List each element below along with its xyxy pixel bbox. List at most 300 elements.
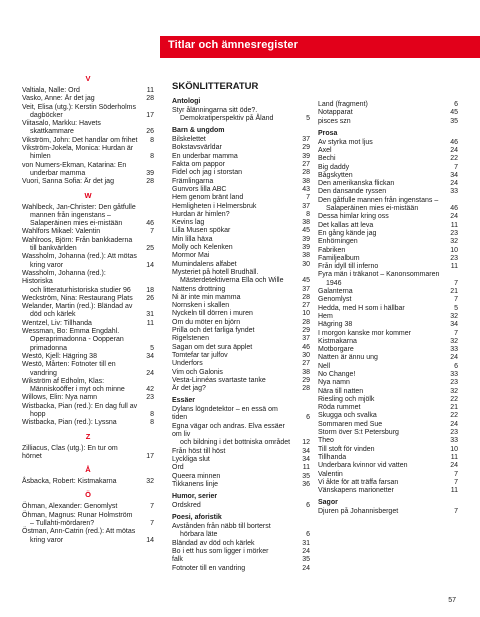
entry-page-number: 28 [302, 293, 310, 301]
page-number: 57 [448, 597, 456, 604]
index-entry [22, 320, 154, 328]
entry-page-number: 24 [450, 462, 458, 470]
index-entry [172, 244, 310, 252]
entry-title: Vesta-Linnéas svartaste tanke [172, 376, 266, 384]
index-entry [318, 188, 458, 196]
entry-title-continued: skattkammare [30, 128, 74, 136]
entry-page-number: 14 [146, 536, 154, 544]
entry-page-number: 23 [146, 394, 154, 402]
entry-page-number: 7 [454, 279, 458, 287]
entry-page-number: 7 [150, 520, 154, 528]
entry-title: En gång kände jag [318, 229, 377, 237]
index-entry [318, 222, 458, 230]
entry-title: Styr ålänningarna sitt öde?. [172, 106, 258, 114]
section-subheading: Antologi [172, 98, 201, 105]
entry-title: Lyckliga slut [172, 455, 210, 463]
entry-page-number: 23 [450, 379, 458, 387]
index-entry [172, 369, 310, 377]
index-entry [318, 462, 458, 470]
entry-page-number: 38 [302, 252, 310, 260]
entry-page-number: 45 [450, 109, 458, 117]
entry-title: Avstånden från näbb till borterst [172, 523, 271, 531]
entry-page-number: 36 [302, 480, 310, 488]
index-entry [318, 471, 458, 479]
entry-title: Westö, Mårten: Fotnoter till en [22, 361, 116, 369]
entry-title: Wassholm, Johanna (red.): Historiska [22, 269, 106, 286]
entry-title: Enhörningen [318, 238, 358, 246]
index-entry [318, 404, 458, 412]
entry-page-number: 7 [454, 508, 458, 516]
entry-title: Till stoft för vinden [318, 445, 375, 453]
entry-title: Hurdan är himlen? [172, 210, 230, 218]
index-entry [318, 346, 458, 354]
entry-title: Nattens drottning [172, 285, 226, 293]
entry-page-number: 29 [302, 144, 310, 152]
entry-title: Prilla och det farliga fyndet [172, 327, 255, 335]
entry-title: Wahlfors Mikael: Valentin [22, 228, 101, 236]
entry-title: Zilliacus, Clas (utg.): En tur om hörnet [22, 444, 118, 460]
entry-page-number: 32 [450, 312, 458, 320]
entry-title: Bechi [318, 155, 336, 163]
entry-page-number: 35 [450, 117, 458, 125]
entry-title: Hedda, med H som i hällbar [318, 304, 405, 312]
entry-page-number: 34 [302, 455, 310, 463]
entry-page-number: 38 [302, 219, 310, 227]
entry-page-number: 5 [454, 304, 458, 312]
index-entry [318, 230, 458, 238]
entry-title: Vasko, Anne: Är det jag [22, 95, 95, 103]
entry-page-number: 34 [450, 321, 458, 329]
entry-title: Bågskytten [318, 171, 353, 179]
entry-title: Riesling och mjölk [318, 395, 375, 403]
entry-page-number: 35 [302, 472, 310, 480]
entry-title: Queera minnen [172, 472, 221, 480]
index-entry [172, 236, 310, 244]
index-entry [318, 238, 458, 246]
index-entry [172, 227, 310, 235]
index-entry [172, 203, 310, 211]
entry-page-number: 35 [302, 556, 310, 564]
index-entry [318, 338, 458, 346]
entry-page-number: 37 [302, 202, 310, 210]
entry-page-number: 29 [302, 376, 310, 384]
index-entry [318, 197, 458, 214]
title-banner [160, 36, 480, 58]
entry-title: Vänskapens marionetter [318, 487, 394, 495]
entry-page-number: 32 [146, 478, 154, 486]
entry-title: pisces szn [318, 117, 351, 125]
entry-title: Dessa himlar kring oss [318, 213, 389, 221]
entry-title: Fakta om pappor [172, 161, 225, 169]
index-section [172, 98, 310, 123]
index-entry [318, 180, 458, 188]
index-entry [22, 120, 154, 137]
entry-title-continued: hopp [30, 410, 46, 418]
entry-title: Nyckeln till dörren i muren [172, 310, 253, 318]
index-entry [318, 354, 458, 362]
index-section [318, 130, 458, 496]
index-entry [172, 286, 310, 294]
entry-title: Från höst till höst [172, 447, 226, 455]
entry-title: Tomtefar tar julfov [172, 351, 228, 359]
entry-title-continued: Mästerdetektiverna Ella och Wille [180, 277, 284, 285]
index-entry [172, 523, 310, 540]
entry-title: Hägring 38 [318, 321, 353, 329]
entry-title: Veit, Elisa (utg.): Kerstin Söderholms [22, 103, 136, 111]
index-entry [172, 252, 310, 260]
index-entry [22, 295, 154, 303]
entry-page-number: 33 [450, 346, 458, 354]
entry-page-number: 34 [146, 352, 154, 360]
entry-title-continued: till bankvärlden [30, 245, 77, 253]
index-section [172, 493, 310, 510]
entry-page-number: 43 [302, 185, 310, 193]
index-entry [172, 319, 310, 327]
section-heading: SKÖNLITTERATUR [172, 81, 259, 92]
index-letter: V [85, 74, 91, 83]
entry-title: Natten är ännu ung [318, 354, 378, 362]
entry-title: Mysteriet på hotell Brudhäll. [172, 268, 259, 276]
entry-page-number: 29 [302, 327, 310, 335]
entry-title-continued: vandring [30, 369, 57, 377]
entry-page-number: 11 [146, 87, 154, 94]
index-entry [318, 363, 458, 371]
entry-page-number: 28 [146, 178, 154, 186]
entry-title: Djuren på Johannisberget [318, 508, 399, 516]
entry-page-number: 7 [454, 296, 458, 304]
entry-title-continued: underbar mamma [30, 169, 86, 177]
entry-title: Nya namn [318, 379, 350, 387]
entry-page-number: 27 [302, 360, 310, 368]
index-entry [22, 512, 154, 529]
subject-index-column-right [318, 101, 458, 521]
section-subheading: Sagor [318, 499, 338, 507]
index-entry [172, 211, 310, 219]
entry-title: Welander, Martin (red.): Bländad av [22, 303, 133, 311]
entry-title: Främlingarna [172, 177, 214, 185]
index-entry [22, 328, 154, 353]
entry-page-number: 28 [302, 318, 310, 326]
index-entry [172, 194, 310, 202]
index-entry [172, 565, 310, 573]
entry-title: Öhman, Magnus: Runar Holmström [22, 511, 133, 519]
entry-page-number: 17 [146, 111, 154, 119]
index-entry [318, 437, 458, 445]
entry-page-number: 6 [454, 362, 458, 370]
entry-title: Galanterna [318, 288, 353, 296]
entry-title: Fidel och jag i storstan [172, 169, 243, 177]
entry-page-number: 24 [302, 547, 310, 555]
index-entry [318, 255, 458, 263]
index-entry [172, 502, 310, 510]
entry-title-continued: 1946 [326, 279, 342, 287]
entry-title-continued: och bildning i det bottniska området [180, 439, 291, 447]
entry-page-number: 24 [450, 213, 458, 221]
index-letter: Z [85, 431, 91, 441]
index-entry [172, 423, 310, 448]
entry-title-continued: Demokratiperspektiv på Åland [180, 115, 274, 123]
index-entry [318, 487, 458, 495]
entry-title: Valentin [318, 470, 343, 478]
index-entry [318, 446, 458, 454]
entry-title: Bo i ett hus som ligger i mörker [172, 547, 269, 555]
entry-title: Vi åkte för att träffa farsan [318, 478, 399, 486]
entry-page-number: 6 [306, 414, 310, 422]
entry-page-number: 33 [450, 437, 458, 445]
index-entry [172, 473, 310, 481]
index-entry [22, 253, 154, 270]
index-entry [22, 95, 154, 103]
index-entry [172, 556, 310, 564]
entry-page-number: 24 [450, 180, 458, 188]
entry-title: falk [172, 556, 183, 564]
entry-title: Tikkanens linje [172, 480, 219, 488]
entry-page-number: 12 [302, 439, 310, 447]
entry-page-number: 7 [454, 329, 458, 337]
entry-title: Gunvors lilla ABC [172, 185, 227, 193]
entry-title: Vuori, Sanna Sofia: Är det jag [22, 178, 114, 186]
index-entry [172, 327, 310, 335]
index-entry [318, 508, 458, 516]
entry-page-number: 24 [450, 146, 458, 154]
index-entry [318, 388, 458, 396]
index-entry [22, 270, 154, 295]
entry-page-number: 24 [450, 354, 458, 362]
entry-page-number: 38 [302, 368, 310, 376]
entry-page-number: 11 [450, 221, 458, 229]
entry-page-number: 18 [146, 286, 154, 294]
index-entry [318, 330, 458, 338]
index-entry [172, 153, 310, 161]
entry-page-number: 39 [146, 169, 154, 177]
entry-title: Lilla Musen spökar [172, 227, 231, 235]
entry-page-number: 27 [302, 302, 310, 310]
index-entry [172, 540, 310, 548]
entry-page-number: 7 [454, 470, 458, 478]
author-index-column [22, 70, 154, 545]
entry-title-continued: Salaperäinen mies ei-mistään [30, 220, 123, 228]
entry-page-number: 23 [450, 254, 458, 262]
index-entry [172, 269, 310, 286]
entry-page-number: 28 [146, 95, 154, 103]
entry-title: Fotnoter till en vandring [172, 564, 246, 572]
entry-title-continued: hörbara läte [180, 531, 218, 539]
entry-title: Tillhanda [318, 453, 347, 461]
index-letter: W [84, 190, 92, 200]
entry-page-number: 31 [146, 311, 154, 319]
index-entry [22, 104, 154, 121]
entry-page-number: 24 [302, 564, 310, 572]
entry-page-number: 7 [150, 228, 154, 236]
entry-title: Big daddy [318, 163, 350, 171]
index-entry [22, 419, 154, 427]
index-entry [318, 305, 458, 313]
index-entry [22, 503, 154, 511]
entry-page-number: 23 [450, 229, 458, 237]
index-entry [172, 169, 310, 177]
entry-title: Fyra män i träkanot – Kanonsommaren [318, 271, 440, 279]
entry-page-number: 10 [302, 310, 310, 318]
entry-page-number: 8 [150, 419, 154, 427]
index-entry [172, 448, 310, 456]
index-entry [22, 378, 154, 395]
entry-page-number: 37 [302, 285, 310, 293]
index-entry [172, 344, 310, 352]
index-entry [318, 213, 458, 221]
entry-page-number: 21 [450, 288, 458, 296]
entry-page-number: 6 [306, 501, 310, 509]
entry-title: Skugga och svalka [318, 412, 377, 420]
index-entry [318, 396, 458, 404]
entry-page-number: 22 [450, 395, 458, 403]
entry-title: Den gåtfulle mannen från ingenstans – [318, 196, 439, 204]
index-entry [318, 321, 458, 329]
entry-title: Om du möter en björn [172, 318, 241, 326]
entry-page-number: 45 [302, 227, 310, 235]
entry-title: Valtiala, Nalle: Ord [22, 87, 80, 94]
section-subheading: Barn & ungdom [172, 127, 225, 135]
entry-page-number: 7 [454, 478, 458, 486]
entry-title: Den dansande ryssen [318, 188, 387, 196]
entry-title: No Change! [318, 371, 356, 378]
entry-title: Ordskred [172, 501, 201, 509]
entry-title: Bländad av död och kärlek [172, 539, 255, 547]
entry-title-continued: kring varor [30, 536, 64, 544]
entry-title: Röda rummet [318, 404, 361, 412]
entry-page-number: 32 [450, 337, 458, 345]
entry-page-number: 33 [450, 371, 458, 378]
index-entry [318, 164, 458, 172]
entry-page-number: 39 [302, 235, 310, 243]
index-entry [22, 162, 154, 179]
entry-page-number: 30 [302, 260, 310, 268]
entry-page-number: 38 [302, 177, 310, 185]
index-entry [172, 310, 310, 318]
index-entry [318, 296, 458, 304]
entry-title: Wahlroos, Björn: Från bankkaderna [22, 236, 133, 244]
entry-page-number: 5 [150, 344, 154, 352]
index-entry [172, 360, 310, 368]
entry-page-number: 42 [146, 386, 154, 394]
index-entry [318, 118, 458, 126]
entry-title: Mormor Mai [172, 252, 210, 260]
index-entry [172, 456, 310, 464]
entry-page-number: 7 [454, 163, 458, 171]
entry-title: Axel [318, 146, 332, 154]
entry-title: Det kallas att leva [318, 221, 374, 229]
entry-title: Storm över S:t Petersburg [318, 429, 399, 437]
entry-page-number: 14 [146, 261, 154, 269]
index-entry [22, 478, 154, 486]
index-entry [318, 454, 458, 462]
entry-title: Mumindalens alfabet [172, 260, 237, 268]
entry-title-continued: Salaperäinen mies ei-mistään [326, 205, 419, 213]
entry-page-number: 11 [450, 487, 458, 495]
entry-page-number: 26 [146, 294, 154, 302]
entry-title: Wessman, Bo: Emma Engdahl. [22, 328, 120, 336]
section-subheading: Humor, serier [172, 493, 218, 501]
entry-page-number: 8 [150, 136, 154, 144]
entry-page-number: 6 [454, 101, 458, 108]
entry-title: Vim och Galonis [172, 368, 223, 376]
index-entry [172, 136, 310, 144]
index-entry [22, 145, 154, 162]
entry-title: Nell [318, 362, 331, 370]
entry-page-number: 8 [306, 210, 310, 218]
entry-title: Molly och Kelenken [172, 244, 233, 252]
index-entry [172, 464, 310, 472]
index-entry [318, 139, 458, 147]
entry-title: Öhman, Alexander: Genomlyst [22, 503, 118, 511]
index-section [172, 397, 310, 489]
entry-page-number: 11 [450, 263, 458, 271]
entry-page-number: 11 [302, 464, 310, 472]
entry-page-number: 46 [450, 205, 458, 213]
index-entry [318, 429, 458, 437]
entry-title: Bilskelettet [172, 136, 206, 144]
entry-title: Underbara kvinnor vid vatten [318, 462, 408, 470]
section-subheading: Poesi, aforistik [172, 514, 222, 522]
index-entry [172, 294, 310, 302]
entry-page-number: 37 [302, 136, 310, 144]
entry-title: Från idyll till inferno [318, 263, 379, 271]
entry-title: Fabriken [318, 246, 346, 254]
index-entry [172, 107, 310, 124]
index-entry [172, 178, 310, 186]
index-entry [172, 352, 310, 360]
index-letter: Ö [85, 490, 91, 500]
index-entry [318, 155, 458, 163]
entry-title: En underbar mamma [172, 152, 238, 160]
entry-title: Underfors [172, 360, 203, 368]
entry-title: Wikström af Edholm, Klas: [22, 377, 105, 385]
entry-page-number: 17 [146, 452, 154, 460]
entry-page-number: 28 [302, 385, 310, 393]
entry-title-continued: Människoöffer i myt och minne [30, 386, 125, 394]
entry-page-number: 39 [302, 244, 310, 252]
index-entry [172, 481, 310, 489]
entry-title: Wassholm, Johanna (red.): Att mötas [22, 253, 137, 261]
index-section [318, 101, 458, 126]
index-entry [172, 548, 310, 556]
entry-title: Notapparat [318, 109, 353, 117]
entry-title: Motborgare [318, 346, 354, 354]
section-subheading: Prosa [318, 129, 338, 137]
entry-page-number: 22 [450, 155, 458, 163]
entry-page-number: 7 [306, 194, 310, 202]
entry-title: Wistbacka, Pian (red.): Lyssna [22, 419, 117, 427]
entry-page-number: 6 [306, 531, 310, 539]
index-entry [22, 137, 154, 145]
entry-page-number: 32 [450, 238, 458, 246]
index-entry [22, 403, 154, 420]
index-entry [318, 263, 458, 271]
entry-title: Rigelstenen [172, 335, 209, 343]
entry-page-number: 24 [450, 420, 458, 428]
entry-title: Kistmakarna [318, 337, 357, 345]
entry-title: Ni är inte min mamma [172, 293, 241, 301]
entry-title-continued: – Tullahti-mördaren? [30, 520, 95, 528]
index-entry [22, 353, 154, 361]
index-entry [22, 361, 154, 378]
index-entry [22, 228, 154, 236]
entry-page-number: 39 [302, 152, 310, 160]
entry-title-continued: mannen från ingenstans – [30, 211, 111, 219]
entry-page-number: 26 [146, 128, 154, 136]
entry-title: Wentzel, Liv: Tillhanda [22, 319, 92, 327]
index-entry [318, 371, 458, 379]
index-entry [172, 261, 310, 269]
